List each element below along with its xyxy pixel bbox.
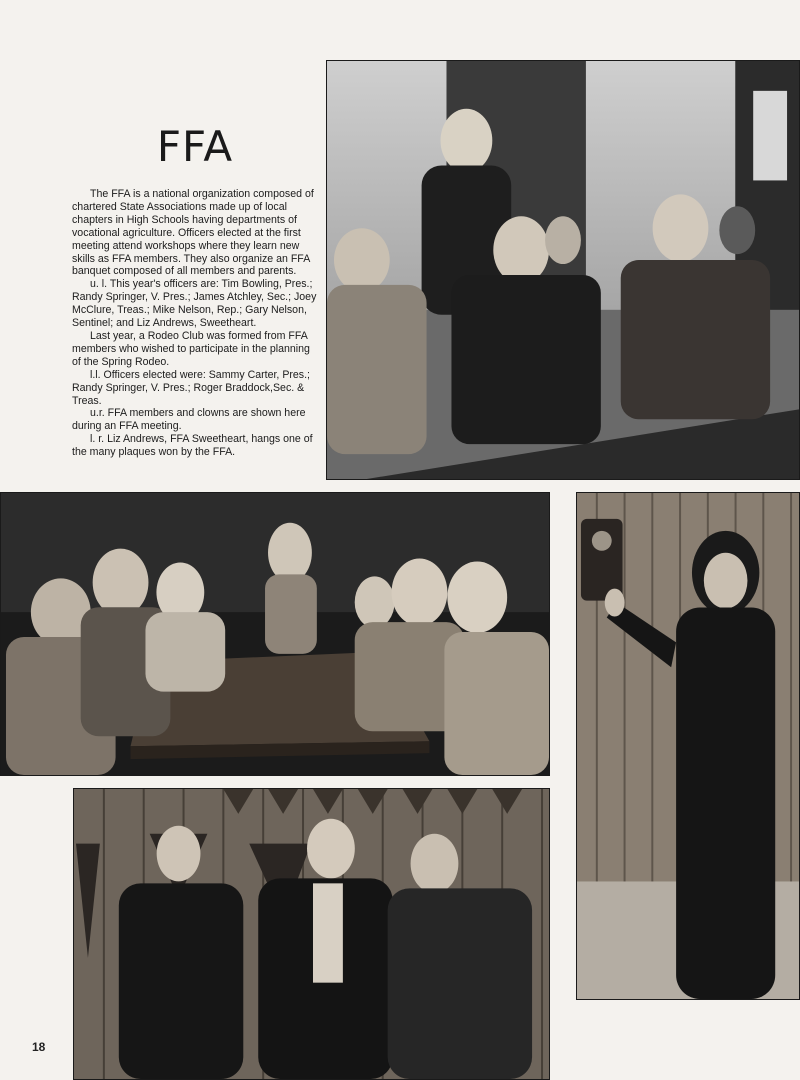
page-title: FFA (156, 122, 234, 171)
paragraph-rodeo: Last year, a Rodeo Club was formed from FFA members who wished to participate in the planning of the Spring Rodeo. (72, 329, 310, 368)
paragraph-intro: The FFA is a national organization composed of chartered State Associations made up of local chapters in High Schools having departments of vocational agriculture. Officers elected at the first meeting attend workshops where they learn new skills as FFA members. They also organize an FFA banquet composed of all members and parents. (72, 188, 314, 278)
caption-sweetheart: l. r. Liz Andrews, FFA Sweetheart, hangs one of the many plaques won by the FFA. (72, 433, 313, 459)
paragraph-officers: u. l. This year's officers are: Tim Bowling, Pres.; Randy Springer, V. Pres.; James Atchley, Sec.; Joey McClure, Treas.; Mike Nelson, Rep.; Gary Nelson, Sentinel; and Liz Andrews, Sweetheart. (72, 278, 317, 330)
caption-meeting: u.r. FFA members and clowns are shown here during an FFA meeting. (72, 407, 306, 433)
photo-members-and-clowns (0, 492, 550, 776)
page-number: 18 (32, 1040, 46, 1054)
photo-ffa-meeting (326, 60, 800, 480)
photo-sweetheart-plaque (576, 492, 800, 1000)
photo-rodeo-club-officers (73, 788, 550, 1080)
article-text (72, 188, 320, 459)
paragraph-rodeo-officers: l.l. Officers elected were: Sammy Carter, Pres.; Randy Springer, V. Pres.; Roger Braddock,Sec. & Treas. (72, 368, 310, 407)
